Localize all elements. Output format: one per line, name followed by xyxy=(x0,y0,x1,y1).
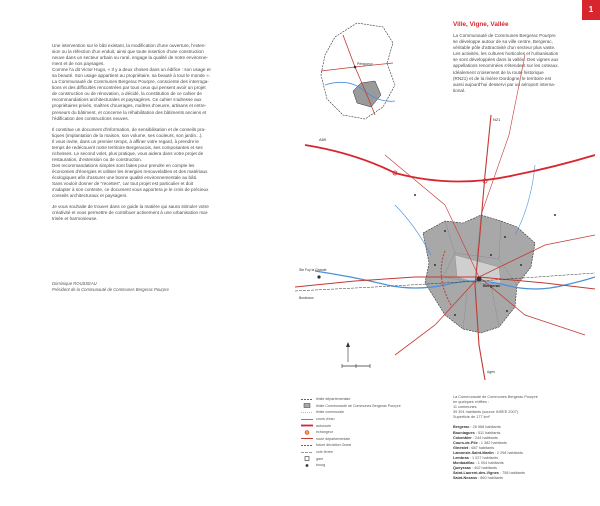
legend-label: autoroute xyxy=(316,423,332,428)
scale-compass xyxy=(340,340,374,370)
stat-commune: Lembras xyxy=(453,456,469,461)
legend-item-auto xyxy=(301,422,451,429)
legend-item-dept xyxy=(301,396,451,403)
stat-row: Ginestet : 687 habitants xyxy=(453,445,495,450)
route-icon xyxy=(301,436,313,441)
stat-row: Saint-Nexans : 860 habitants xyxy=(453,476,504,481)
agen-label: Agen xyxy=(487,370,495,374)
bergerac-label: Bergerac xyxy=(483,283,501,288)
ste-foy-dot xyxy=(317,275,320,278)
stat-row: Monbazillac : 1 004 habitants xyxy=(453,461,504,466)
stat-commune: Monbazillac xyxy=(453,461,475,466)
signature xyxy=(52,281,272,292)
river-icon xyxy=(301,417,313,422)
legend-label: limite Communauté de Communes Bergerac Pourpre xyxy=(316,403,401,408)
a89-autoroute xyxy=(305,145,595,182)
territory-map xyxy=(295,15,595,380)
stat-row: Cours-de-Pile : 1 382 habitants xyxy=(453,440,507,445)
stat-commune: Ginestet xyxy=(453,445,469,450)
railway-icon xyxy=(301,450,313,455)
stat-row: Lamonzie-Saint-Martin : 2 298 habitants xyxy=(453,450,523,455)
department-inset xyxy=(321,23,395,119)
legend-item-cc xyxy=(301,403,451,410)
bergerac-dot xyxy=(477,277,482,282)
legend-item-comm xyxy=(301,409,451,416)
perigueux-label: Périgueux xyxy=(357,62,373,66)
stat-row: Bergerac : 26 568 habitants xyxy=(453,425,501,430)
stat-value: 402 habitants xyxy=(474,466,497,471)
legend-label: voie ferrée xyxy=(316,450,333,455)
stat-value: 511 habitants xyxy=(477,430,501,435)
stat-value: 1 027 habitants xyxy=(472,456,498,461)
stat-row: Lembras : 1 027 habitants xyxy=(453,456,498,461)
stat-row: Queyssac : 402 habitants xyxy=(453,466,497,471)
legend-item-rail xyxy=(301,449,451,456)
stat-value: 758 habitants xyxy=(502,471,525,476)
stat-value: 1 004 habitants xyxy=(477,461,504,466)
stat-value: 26 568 habitants xyxy=(472,425,501,430)
intro-paragraph-1: Une intervention sur le bâti existant, la modification d'une ouverture, l'exten- sion ou la réfection d'un enduit, ainsi que toute insertion d'une construction neuve dans un secteur urbain ou rural, engage la qualité de notre environne- ment et de nos paysages. Comme l'a dit Victor Hugo, « Il y a deux choses dans un édifice : son usage et sa beauté. Son usage appartient au propriétaire, sa beauté à tout le monde ». La Communauté de Communes Bergerac Pourpre, consciente des interroga- tions et des difficultés rencontrées par tous ceux qui pensent avoir un projet de construction ou de rénovation, a décidé, la constitution de ce cahier de recommandations architecturales et paysagères. Ce cahier s'adresse aux propriétaires privés, maîtres d'ouvrages, maîtres d'oeuvre, artisans et entre- preneurs du bâtiment, et concerne la réhabilitation des bâtiments anciens et l'édification des constructions neuves. xyxy=(52,43,211,121)
stat-value: 687 habitants xyxy=(471,445,495,450)
stats-summary: La Communauté de Communes Bergerac Pourpre en quelques chiffres : 11 communes 39 391 habitants (source INSEE 2007) Superficie de 177 km² xyxy=(453,395,538,420)
n21-label: N21 xyxy=(493,117,501,122)
map-legend xyxy=(301,396,451,469)
legend-label: échangeur xyxy=(316,430,333,435)
station-icon xyxy=(301,456,313,461)
legend-item-gare xyxy=(301,455,451,462)
perigueux-dot xyxy=(354,66,357,69)
legend-label: cours d'eau xyxy=(316,417,335,422)
stats-block xyxy=(453,395,588,482)
legend-item-route xyxy=(301,436,451,443)
legend-label: limite départementale xyxy=(316,397,351,402)
intro-text xyxy=(52,43,270,227)
signature-title: Président de la Communauté de Communes Bergerac Pourpre xyxy=(52,286,169,292)
stat-commune: Colombier xyxy=(453,435,472,440)
stat-row: Colombier : 244 habitants xyxy=(453,435,498,440)
intro-paragraph-2: Il constitue un document d'information, de sensibilisation et de conseils pra- tiques (implantation de la maison, son volume, ses couleurs, son jardin...). Il vous invite, dans un premier temps, à affiner votre regard, à prendre le temps de redécouvrir notre territoire Bergeracois, ses composantes et ses richesses. Le second volet, plus pratique, vous aidera dans votre projet de restauration, d'extension ou de construction. Des recommandations simples sont faites pour prendre en compte les économies d'énergies et utiliser les énergies renouvelables et des matériaux écologiques afin d'assurer une bonne qualité environnementale au bâti. Sans vouloir donner de "recettes", car tout projet est particulier et doit s'adapter à son contexte, ce document vous apportera je le crois de précieux conseils architecturaux et paysagers. xyxy=(52,126,209,199)
stat-value: 244 habitants xyxy=(474,435,498,440)
section-text: La Communauté de Communes Bergerac Pourpre se développe autour de sa ville centre, Bergerac, véritable pôle d'attractivité d'un secteur plus vaste. Les activités, les cultures horticoles et l'urbanisation se sont développées dans la vallée. Des vignes aux appellations renommées s'étendent sur les coteaux. Idéalement croisement de la route historique (RN21) et de la rivière Dordogne, le territoire est aussi aujourd'hui desservi par un aéroport interna- tional. xyxy=(453,33,559,93)
legend-label: gare xyxy=(316,456,324,461)
page-number: 1 xyxy=(582,0,600,20)
exchanger-icon xyxy=(301,430,313,435)
signature-name: Dominique ROUSSEAU xyxy=(52,281,97,286)
legend-item-bourg xyxy=(301,462,451,469)
intro-paragraph-3: Je vous souhaite de trouver dans ce guide la matière qui saura stimuler votre créativité et vous permettre de contribuer activement à une urbanisation mai- trisée et harmonieuse. xyxy=(52,204,209,222)
legend-item-dev xyxy=(301,442,451,449)
stat-commune: Saint-Nexans xyxy=(453,476,478,481)
legend-item-exch xyxy=(301,429,451,436)
legend-label: future déviation Ouest xyxy=(316,443,352,448)
bordeaux-label: Bordeaux xyxy=(299,296,314,300)
legend-label: limite communale xyxy=(316,410,344,415)
stat-commune: Saint-Laurent-des-Vignes xyxy=(453,471,499,476)
stat-value: 860 habitants xyxy=(480,476,504,481)
stat-commune: Lamonzie-Saint-Martin xyxy=(453,450,494,455)
deviation-icon xyxy=(301,443,313,448)
stat-value: 2 298 habitants xyxy=(496,450,523,455)
stat-row: Saint-Laurent-des-Vignes : 758 habitants xyxy=(453,471,525,476)
autoroute-icon xyxy=(301,423,313,428)
commune-boundary-icon xyxy=(301,410,313,415)
legend-item-water xyxy=(301,416,451,423)
stat-row: Bouniagues : 511 habitants xyxy=(453,430,501,435)
ste-foy-label: Ste Foy la Grande xyxy=(299,268,327,272)
a89-label: A89 xyxy=(319,137,327,142)
dept-boundary-icon xyxy=(301,397,313,402)
stat-commune: Bouniagues xyxy=(453,430,475,435)
legend-label: bourg xyxy=(316,463,326,468)
section-title: Ville, Vigne, Vallée xyxy=(453,21,509,28)
stat-commune: Cours-de-Pile xyxy=(453,440,478,445)
cc-boundary-icon xyxy=(301,403,313,408)
legend-label: route départementale xyxy=(316,436,351,441)
bourg-icon xyxy=(301,463,313,468)
stat-commune: Bergerac xyxy=(453,425,470,430)
stat-value: 1 382 habitants xyxy=(480,440,507,445)
stat-commune: Queyssac xyxy=(453,466,471,471)
